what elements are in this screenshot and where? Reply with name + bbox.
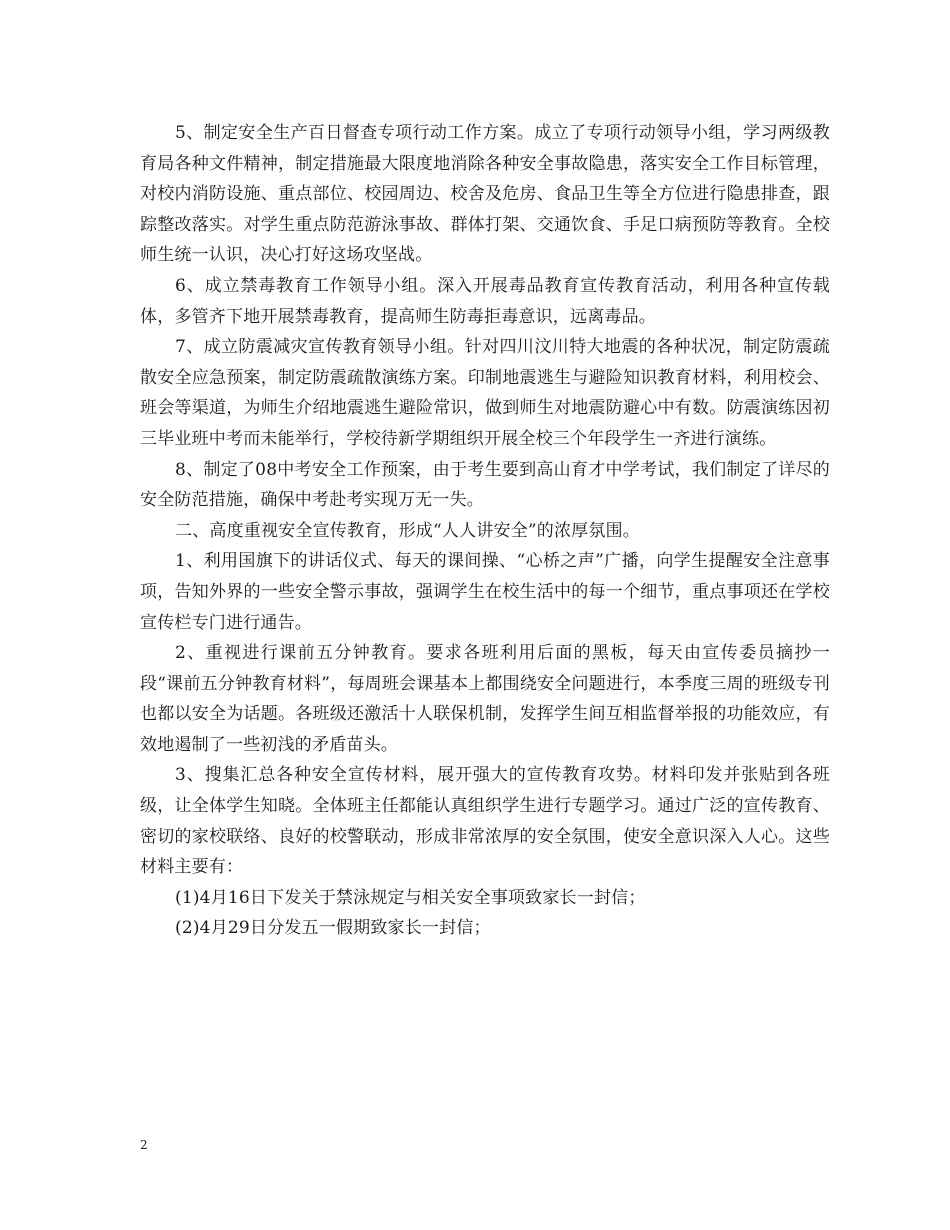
document-body — [140, 118, 830, 944]
paragraph-subitem-1: 1、利用国旗下的讲话仪式、每天的课间操、“心桥之声”广播，向学生提醒安全注意事项，告知外界的一些安全警示事故，强调学生在校生活中的每一个细节，重点事项还在学校宣传栏专门进行通告。 — [140, 551, 830, 633]
section-heading-2: 二、高度重视安全宣传教育，形成“人人讲安全”的浓厚氛围。 — [175, 520, 640, 541]
paragraph-item-7: 7、成立防震减灾宣传教育领导小组。针对四川汶川特大地震的各种状况，制定防震疏散安全应急预案，制定防震疏散演练方案。印制地震逃生与避险知识教育材料，利用校会、班会等渠道，为师生介绍地震逃生避险常识，做到师生对地震防避心中有数。防震演练因初三毕业班中考而未能举行，学校待新学期组织开展全校三个年段学生一齐进行演练。 — [140, 337, 830, 449]
paragraph-subitem-2: 2、重视进行课前五分钟教育。要求各班利用后面的黑板，每天由宣传委员摘抄一段“课前五分钟教育材料”，每周班会课基本上都围绕安全问题进行，本季度三周的班级专刊也都以安全为话题。各班级还激活十人联保机制，发挥学生间互相监督举报的功能效应，有效地遏制了一些初浅的矛盾苗头。 — [140, 643, 830, 755]
list-item-2: (2)4月29日分发五一假期致家长一封信； — [175, 918, 491, 939]
paragraph-item-6: 6、成立禁毒教育工作领导小组。深入开展毒品教育宣传教育活动，利用各种宣传载体，多管齐下地开展禁毒教育，提高师生防毒拒毒意识，远离毒品。 — [140, 275, 830, 327]
page-number: 2 — [140, 1138, 148, 1152]
paragraph-subitem-3: 3、搜集汇总各种安全宣传材料，展开强大的宣传教育攻势。材料印发并张贴到各班级，让全体学生知晓。全体班主任都能认真组织学生进行专题学习。通过广泛的宣传教育、密切的家校联络、良好的校警联动，形成非常浓厚的安全氛围，使安全意识深入人心。这些材料主要有： — [140, 765, 830, 878]
paragraph-item-8: 8、制定了08中考安全工作预案，由于考生要到高山育才中学考试，我们制定了详尽的安全防范措施，确保中考赴考实现万无一失。 — [140, 459, 830, 511]
list-item-1: (1)4月16日下发关于禁泳规定与相关安全事项致家长一封信； — [175, 887, 646, 908]
paragraph-item-5: 5、制定安全生产百日督查专项行动工作方案。成立了专项行动领导小组，学习两级教育局各种文件精神，制定措施最大限度地消除各种安全事故隐患，落实安全工作目标管理，对校内消防设施、重点部位、校园周边、校舍及危房、食品卫生等全方位进行隐患排查，跟踪整改落实。对学生重点防范游泳事故、群体打架、交通饮食、手足口病预防等教育。全校师生统一认识，决心打好这场攻坚战。 — [140, 123, 830, 266]
